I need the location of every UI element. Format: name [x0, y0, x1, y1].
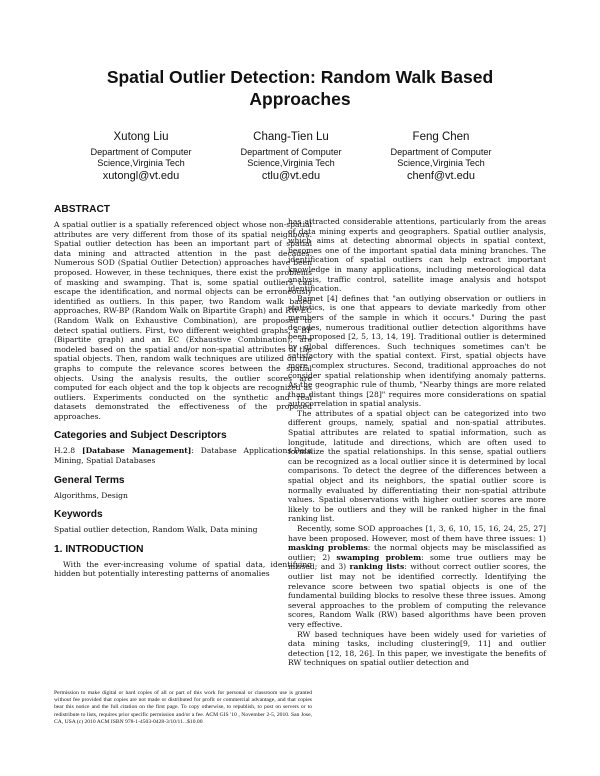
right-column	[288, 217, 546, 668]
intro-paragraph-5: RW based techniques have been widely used for varieties of data mining tasks, including clustering[9, 11] and outlier detection [12, 18, 26]. In this paper, we investigate the benefits of RW techniques on spatial outlier detection and	[288, 629, 546, 668]
category-code: H.2.8	[54, 446, 76, 456]
author-block-2	[216, 130, 366, 183]
author-block-1	[66, 130, 216, 183]
intro-paragraph-2: Barnet [4] defines that "an outlying observation or outliers in statistics, is one that appears to deviate markedly from other members of the sample in which it occurs." During the past decades, numerous traditional outlier detection algorithms have been proposed [2, 5, 13, 14, 19]. Traditional outlier is determined by global differences. Such techniques sometimes can't be satisfactory with the spatial context. First, spatial objects have more complex structures. Second, traditional approaches do not consider spatial relationship when identifying anomaly patterns. As the geographic rule of thumb, "Nearby things are more related than distant things [28]" requires more considerations on spatial autocorrelation in spatial analysis.	[288, 293, 546, 409]
category-bracket: [Database Management]	[81, 446, 192, 456]
p4-text-c: : some true outliers may be missed; and 3)	[288, 552, 547, 572]
abstract-text: A spatial outlier is a spatially referenced object whose non-spatial attributes are very different from those of its spatial neighbors. Spatial outlier detection has been an important part of spatial data mining and attracted attention in the past decades. Numerous SOD (Spatial Outlier Detection) approaches have been proposed. However, in these techniques, there exist the problems of masking and swamping. That is, some spatial outliers can escape the identification, and normal objects can be erroneously identified as outliers. In this paper, two Random walk based approaches, RW-BP (Random Walk on Bipartite Graph) and RW-EC (Random Walk on Exhaustive Combination), are proposed to detect spatial outliers. First, two different weighted graphs, a BP (Bipartite graph) and an EC (Exhaustive Combination), are modeled based on the spatial and/or non-spatial attributes of the spatial objects. Then, random walk techniques are utilized on the graphs to compute the relevance scores between the spatial objects. Using the analysis results, the outlier scores are computed for each object and the top k objects are recognized as outliers. Experiments conducted on the synthetic and real datasets demonstrated the effectiveness of the proposed approaches.	[54, 220, 312, 421]
keyword-swamping: swamping problem	[336, 552, 422, 562]
introduction-first-paragraph: With the ever-increasing volume of spatial data, identifying hidden but potentially interesting patterns of anomalies	[54, 559, 312, 579]
author-affiliation: Department of Computer Science,Virginia Tech	[90, 147, 192, 168]
intro-paragraph-3: The attributes of a spatial object can be categorized into two different groups, namely, spatial and non-spatial attributes. Spatial attributes are related to spatial information, such as longitude, latitude and directions, which are often used to formalize the spatial relationships. In this sense, spatial outliers can be recognized as a local outlier since it is determined by local comparisons. To detect the degree of the differences between a spatial object and its neighbors, the spatial outlier score is normally evaluated by differentiating their non-spatial attribute values. Spatial observations with higher outlier scores are more likely to be outliers and they will be ranked higher in the final ranking list.	[288, 408, 546, 524]
author-email: ctlu@vt.edu	[261, 170, 321, 182]
keywords-heading: Keywords	[54, 509, 103, 521]
author-email: xutongl@vt.edu	[102, 170, 180, 182]
author-email: chenf@vt.edu	[406, 170, 476, 182]
intro-paragraph-4	[288, 524, 546, 630]
categories-heading: Categories and Subject Descriptors	[54, 430, 227, 442]
paper-title: Spatial Outlier Detection: Random Walk Based Approaches	[106, 67, 494, 109]
author-name: Feng Chen	[412, 131, 470, 143]
left-column	[54, 204, 312, 579]
p4-text-b: : the normal objects may be misclassified as outlier; 2)	[288, 543, 546, 562]
categories-text	[54, 446, 312, 465]
keyword-ranking: ranking lists	[349, 562, 405, 572]
author-affiliation: Department of Computer Science,Virginia Tech	[390, 147, 492, 168]
p4-text-a: Recently, some SOD approaches [1, 3, 6, 10, 15, 16, 24, 25, 27] have been proposed. However, most of them have three issues: 1)	[288, 524, 546, 543]
abstract-heading: ABSTRACT	[54, 204, 111, 215]
keywords-text: Spatial outlier detection, Random Walk, Data mining	[54, 525, 258, 535]
author-affiliation: Department of Computer Science,Virginia Tech	[240, 147, 342, 168]
general-terms-text: Algorithms, Design	[54, 490, 128, 500]
copyright-footnote: Permission to make digital or hard copies of all or part of this work for personal or classroom use is granted without fee provided that copies are not made or distributed for profit or commercial advantage, and that copies bear this notice and the full citation on the first page. To copy otherwise, to republish, to post on servers or to redistribute to lists, requires prior specific permission and/or a fee. ACM GIS '10 , November 2-5, 2010. San Jose, CA, USA (c) 2010 ACM ISBN 978-1-4503-0428-3/10/11...$10.00	[54, 690, 312, 725]
category-rest: : Database Applications-Data Mining, Spatial Databases	[54, 446, 312, 466]
keyword-masking: masking problems	[288, 543, 368, 553]
general-terms-heading: General Terms	[54, 474, 125, 486]
author-name: Xutong Liu	[113, 131, 169, 143]
p4-text-d: : without correct outlier scores, the outlier list may not be identified correctly. Identifying the relevance score between two spatial objects is one of the fundamental building blocks to resolve these three issues. Among several approaches to the problem of computing the relevance scores, Random Walk (RW) based algorithms have been proven very effective.	[288, 562, 547, 629]
intro-paragraph-1: has attracted considerable attentions, particularly from the areas of data mining experts and geographers. Spatial outlier analysis, which aims at detecting abnormal objects in spatial context, becomes one of the important spatial data mining branches. The identification of spatial outliers can help extract important knowledge in many applications, including meteorological data analysis, traffic control, satellite image analysis and hotspot identification.	[288, 217, 546, 294]
author-block-3	[366, 130, 516, 183]
introduction-heading: 1. INTRODUCTION	[54, 543, 144, 555]
author-name: Chang-Tien Lu	[253, 131, 329, 143]
